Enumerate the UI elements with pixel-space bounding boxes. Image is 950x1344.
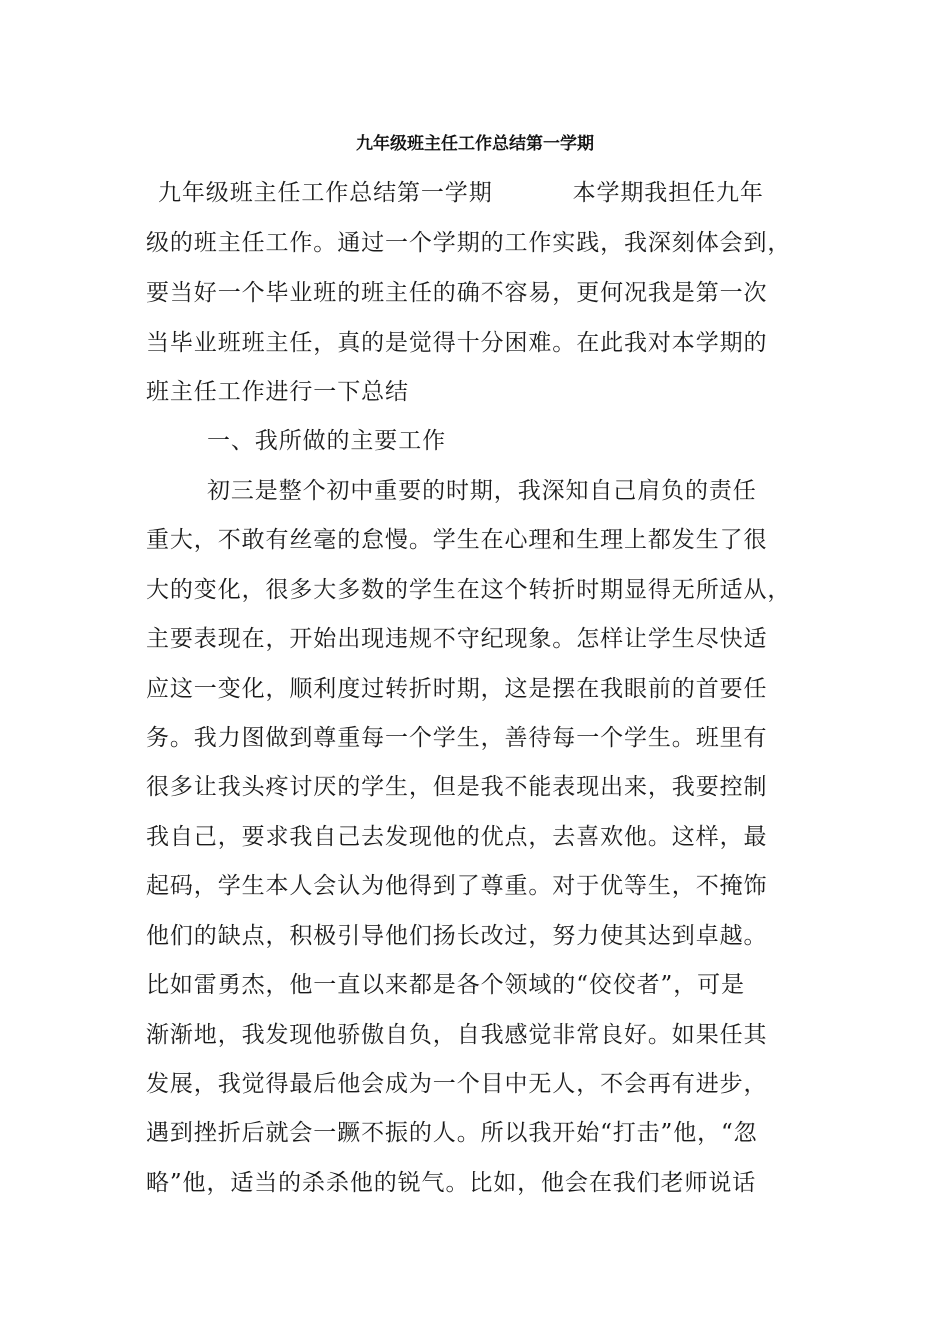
paragraph-line: 我自己，要求我自己去发现他的优点，去喜欢他。这样，最 bbox=[146, 824, 768, 850]
paragraph-line: 级的班主任工作。通过一个学期的工作实践，我深刻体会到， bbox=[146, 230, 792, 256]
paragraph-line: 起码，学生本人会认为他得到了尊重。对于优等生，不掩饰 bbox=[146, 873, 768, 899]
paragraph-line: 务。我力图做到尊重每一个学生，善待每一个学生。班里有 bbox=[146, 725, 768, 751]
intro-line bbox=[158, 178, 764, 208]
paragraph-line: 要当好一个毕业班的班主任的确不容易，更何况我是第一次 bbox=[146, 280, 768, 306]
paragraph-line: 比如雷勇杰，他一直以来都是各个领域的“佼佼者”，可是 bbox=[146, 972, 745, 998]
paragraph-line: 当毕业班班主任，真的是觉得十分困难。在此我对本学期的 bbox=[146, 330, 768, 356]
paragraph-line: 班主任工作进行一下总结 bbox=[146, 379, 409, 405]
section-heading: 一、我所做的主要工作 bbox=[207, 428, 446, 454]
document-title: 九年级班主任工作总结第一学期 bbox=[356, 134, 594, 154]
paragraph-line: 主要表现在，开始出现违规不守纪现象。怎样让学生尽快适 bbox=[146, 626, 768, 652]
intro-rest: 本学期我担任九年 bbox=[572, 180, 764, 206]
paragraph-line: 很多让我头疼讨厌的学生，但是我不能表现出来，我要控制 bbox=[146, 774, 768, 800]
paragraph-line: 重大，不敢有丝毫的怠慢。学生在心理和生理上都发生了很 bbox=[146, 527, 768, 553]
paragraph-line: 应这一变化，顺利度过转折时期，这是摆在我眼前的首要任 bbox=[146, 676, 768, 702]
paragraph-line: 遇到挫折后就会一蹶不振的人。所以我开始“打击”他，“忽 bbox=[146, 1120, 758, 1146]
paragraph-line: 渐渐地，我发现他骄傲自负，自我感觉非常良好。如果任其 bbox=[146, 1022, 768, 1048]
paragraph-line: 略”他，适当的杀杀他的锐气。比如，他会在我们老师说话 bbox=[146, 1170, 757, 1196]
paragraph-line: 发展，我觉得最后他会成为一个目中无人，不会再有进步， bbox=[146, 1071, 768, 1097]
intro-lead: 九年级班主任工作总结第一学期 bbox=[158, 180, 493, 206]
paragraph-line: 初三是整个初中重要的时期，我深知自己肩负的责任 bbox=[207, 478, 757, 504]
paragraph-line: 他们的缺点，积极引导他们扬长改过，努力使其达到卓越。 bbox=[146, 923, 768, 949]
paragraph-line: 大的变化，很多大多数的学生在这个转折时期显得无所适从， bbox=[146, 577, 792, 603]
